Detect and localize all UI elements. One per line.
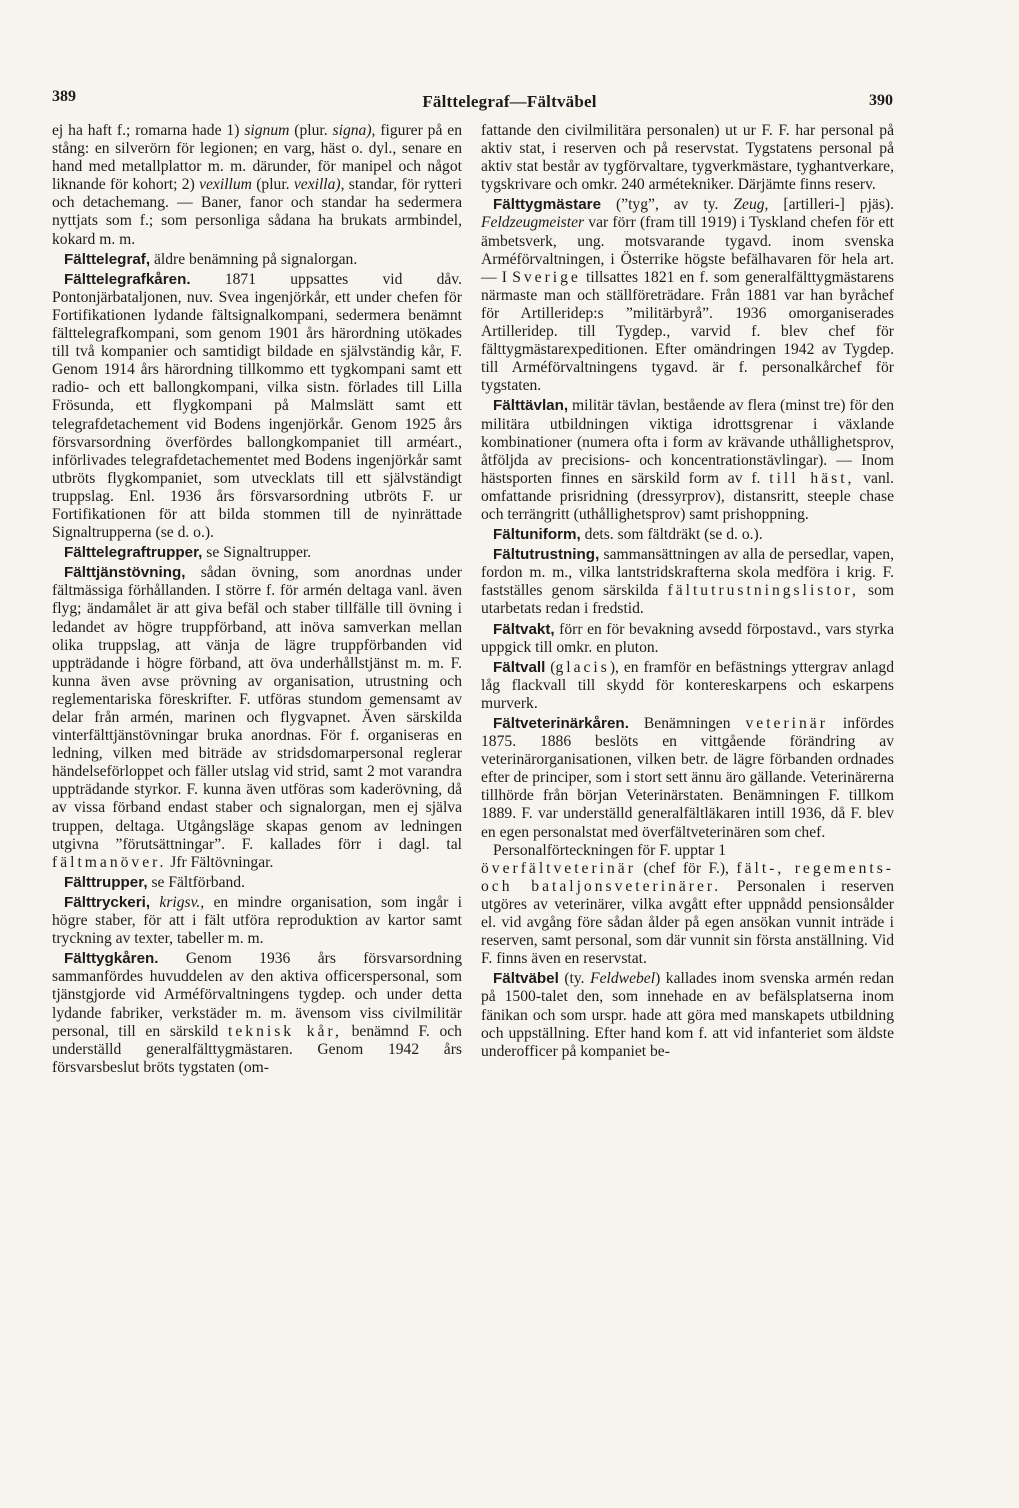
entry-text: Personalen i reserven utgöres av veterinärer, vilka avgått efter uppnådd pensionsålder el. vid avgång före sådan ålder på egen ansökan vunnit inträde i reserven, samt personal, som där vunnit sin första anställning. Vid F. finns även en reservstat. [481, 877, 894, 968]
page-number-right: 390 [869, 92, 893, 109]
entry-text: militär tävlan, bestående av flera (minst tre) för den militära utbildningen viktiga idrottsgrenar i växlande kombinationer (numera ofta i form av krävande uthållighetsprov, åtföljda av precisions- och koncentrationstävlingar). — Inom hästsporten finnes en särskild form av f. [481, 397, 894, 487]
entry-headword: Fälttelegraf, [64, 250, 151, 268]
entry-text: Genom 1936 års försvarsordning sammanfördes huvuddelen av den aktiva officerspersonal, som tjänstgjorde vid Arméförvaltningens tygdep. och under detta lydande fabriker, verkstäder m. m. ävensom viss civilmilitär personal, till en särskild [52, 950, 462, 1040]
running-head: Fälttelegraf—Fältväbel [422, 92, 597, 111]
entry-paragraph [481, 546, 894, 618]
entry-text: figurer på en stång: en silverörn för legionen; en varg, häst o. dyl., senare en hand med metallplattor m. m. därunder, för manipel och något liknande för kohort; 2) [52, 122, 462, 194]
entry-paragraph [481, 526, 894, 544]
entry-headword: Fälttygmästare [493, 196, 602, 214]
entry-paragraph [481, 621, 894, 657]
entry-paragraph [481, 397, 894, 524]
entry-paragraph [481, 970, 894, 1060]
page-number-left: 389 [52, 88, 76, 105]
entry-text: glacis [555, 658, 610, 676]
entry-headword: Fälttrupper, [64, 873, 148, 891]
entry-paragraph [52, 122, 462, 249]
entry-headword: Fältveterinärkåren. [493, 715, 629, 732]
entry-text: ) kallades inom svenska armén redan på 1500-talet den, som innehade en av befälsplatserna inom fänikan och som urspr. hade att göra med manskapets utbildning och uppställning. Efter hand kom f. att vid infanteriet som äldste underofficer på kompaniet be- [481, 970, 894, 1060]
entry-text: Personalförteckningen för F. upptar 1 [493, 841, 727, 859]
entry-text: signa), [332, 122, 376, 139]
entry-text: (plur. [289, 122, 333, 139]
entry-text: Zeug, [733, 196, 769, 214]
entry-text: Feldwebel [590, 970, 656, 988]
entry-text: överfältveterinär [481, 859, 636, 877]
entry-headword: Fältutrustning, [493, 546, 600, 564]
entry-text: sammansättningen av alla de persedlar, vapen, fordon m. m., vilka lantstridskrafterna skola medföra i krig. F. fastställes genom särskilda [481, 546, 894, 600]
entry-text: sådan övning, som anordnas under fältmässiga förhållanden. I större f. för armén deltaga vanl. även flyg; ändamålet är att giva befäl och staber tillfälle till övning i ledandet av högre truppförband, att inöva samverkan mellan olika truppslag, att vänja de lägre truppförbanden vid uppträdande i högre förband, att öva underhållstjänst m. m. F. kunna även avse prövning av organisation, utrustning och reglementariska föreskrifter. F. utföras stundom gemensamt av delar från armén, marinen och flygvapnet. Även särskilda vinterfälttjänstövningar bruka anordnas. För f. organiseras en ledning, vilken med biträde av stridsdomarpersonal reglerar händelseförloppet och fäller utslag vid strid, samt 2 mot varandra uppträdande styrkor. F. kunna även utföras som kaderövning, då av vissa förband endast staber och signalorgan, men ej själva truppen, deltaga. Utgångsläge skapas genom av ledningen utgivna ”förutsättningar”. F. kallades förr i dagl. tal [52, 564, 462, 853]
entry-paragraph [52, 874, 462, 892]
entry-paragraph [52, 894, 462, 948]
entry-text: Sverige [512, 268, 581, 286]
entry-text: vexillum [199, 176, 252, 194]
entry-headword: Fälttjänstövning, [64, 564, 186, 582]
entry-headword: Fältuniform, [493, 526, 581, 544]
entry-text: dets. som fältdräkt (se d. o.). [580, 526, 763, 544]
entry-text: ( [545, 658, 556, 676]
entry-paragraph [52, 251, 462, 269]
entry-text: vanl. omfattande prisridning (dressyrprov), distansritt, steeple chase och terrängritt (uthållighetsprov) samt prishoppning. [481, 469, 894, 523]
entry-text: Jfr Fältövningar. [166, 853, 274, 871]
entry-text: signum [244, 122, 290, 139]
entry-text: ), en framför en befästnings yttergrav anlagd låg flackvall till skydd för kontereskarpens och eskarpens murverk. [481, 658, 894, 712]
entry-text: Feldzeugmeister [481, 214, 585, 232]
entry-paragraph [481, 659, 894, 713]
entry-headword: Fälttryckeri, [64, 893, 151, 911]
entry-text: till häst, [769, 469, 855, 487]
entry-text: (plur. [251, 176, 294, 194]
entry-paragraph [481, 715, 894, 968]
entry-text: äldre benämning på signalorgan. [150, 250, 358, 268]
entry-text: benämnd F. och underställd generalfälttygmästaren. Genom 1942 års försvarsbeslut bröts tygstaten (om- [52, 1022, 462, 1076]
entry-headword: Fältvakt, [493, 620, 555, 638]
entry-text: (ty. [558, 970, 591, 988]
entry-text: ej ha haft f.; romarna hade 1) [52, 122, 245, 139]
entry-text: teknisk kår, [228, 1022, 342, 1040]
entry-paragraph [481, 196, 894, 395]
entry-text: 1871 uppsattes vid dåv. Pontonjärbataljonen, nuv. Svea ingenjörkår, ett under chefen för Fortifikationen lydande fältsignalkompani, sedermera benämnt fälttelegrafkompani, som genom 1901 års härordning utökades till två kompanier och samtidigt bildade en självständig kår, F. Genom 1914 års härordning tillkommo ett tygkompani samt ett radio- och ett ballongkompani, vilka sistn. förlades till Lilla Frösunda, ett flygkompani på Malmslätt samt ett telegrafdetachement vid Bodens ingenjörkår. Genom 1925 års försvarsordning överfördes ballongkompaniet till arméart., införlivades telegrafdetachementet med Bodens ingenjörkår samt utbröts flygkompaniet, som utvecklats till ett självständigt truppslag. Enl. 1936 års försvarsordning utbröts F. ur Fortifikationen för att bilda stommen till de nyinrättade Signaltrupperna (se d. o.). [52, 270, 462, 542]
entry-text: [artilleri-] pjäs). [768, 196, 894, 214]
entry-text: en mindre organisation, som ingår i högre staber, för att i fält utföra reproduktion av kartor samt tryckning av texter, tabeller m. m. [52, 893, 462, 948]
entry-text: fält-, regements- och bataljonsveterinärer. [481, 859, 894, 895]
right-column [481, 122, 894, 1063]
entry-text: (chef för F.), [635, 859, 737, 877]
entry-text: se Fältförband. [147, 873, 245, 891]
entry-text: infördes 1875. 1886 beslöts en vittgående förändring av veterinärorganisationen, vilken betr. de lägre förbanden ordnades efter de principer, som i stort sett ännu äro gällande. Veterinärerna tillhörde från början Veterinärstaten. Benämningen F. tillkom 1889. F. var underställd generalfältläkaren intill 1936, då F. blev en egen personalstat med överfältveterinären som chef. [481, 715, 894, 841]
entry-paragraph [481, 122, 894, 194]
entry-headword: Fälttygkåren. [64, 950, 159, 968]
left-column [52, 122, 462, 1079]
entry-text: vexilla), [293, 176, 345, 194]
entry-text: veterinär [745, 715, 828, 732]
entry-headword: Fältväbel [493, 970, 559, 988]
entry-text: standar, för rytteri och detachemang. — Baner, fanor och standar ha sedermera nyttjats som f.; som personliga sådana ha brukats armbindel, kokard m. m. [52, 176, 462, 248]
entry-text: fältmanöver. [52, 853, 167, 871]
entry-text: fältutrustningslistor, [667, 582, 859, 600]
entry-headword: Fältvall [493, 658, 546, 676]
entry-paragraph [52, 564, 462, 872]
entry-text: Benämningen [628, 715, 746, 732]
entry-text: se Signaltrupper. [202, 544, 312, 562]
entry-paragraph [52, 950, 462, 1077]
page-header [0, 88, 1019, 118]
entry-paragraph [52, 271, 462, 542]
entry-text: var förr (fram till 1919) i Tyskland chefen för ett ämbetsverk, ung. motsvarande tygavd. inom svenska Arméförvaltningen, i Österrike högste befälhavaren för hela art. — I [481, 214, 894, 286]
entry-text: som utarbetats redan i fredstid. [481, 582, 894, 618]
entry-headword: Fälttelegraftrupper, [64, 544, 203, 562]
entry-headword: Fälttävlan, [493, 397, 569, 415]
entry-paragraph [52, 544, 462, 562]
entry-text: tillsattes 1821 en f. som generalfälttygmästarens närmaste man och ställföreträdare. Från 1881 var han byråchef för Artilleridep:s ”militärbyrå”. 1936 omorganiserades Artilleridep. till Tygdep., varvid f. blev chef för fälttygmästarexpeditionen. Efter omändringen 1942 av Tygdep. till Arméförvaltningens tygavd. är f. personalkårchef för tygstaten. [481, 268, 894, 395]
entry-text: förr en för bevakning avsedd förpostavd., vars styrka uppgick till omkr. en pluton. [481, 620, 894, 656]
entry-text: krigsv., [159, 893, 205, 911]
entry-text: (”tyg”, av ty. [601, 196, 734, 214]
entry-text: fattande den civilmilitära personalen) ut ur F. F. har personal på aktiv stat, i reserven och på reservstat. Tygstatens personal på aktiv stat består av tygförvaltare, tygverkmästare, tyghantverkare, tygskrivare och omkr. 240 armétekniker. Därjämte finns reserv. [481, 122, 894, 194]
entry-headword: Fälttelegrafkåren. [64, 270, 191, 288]
